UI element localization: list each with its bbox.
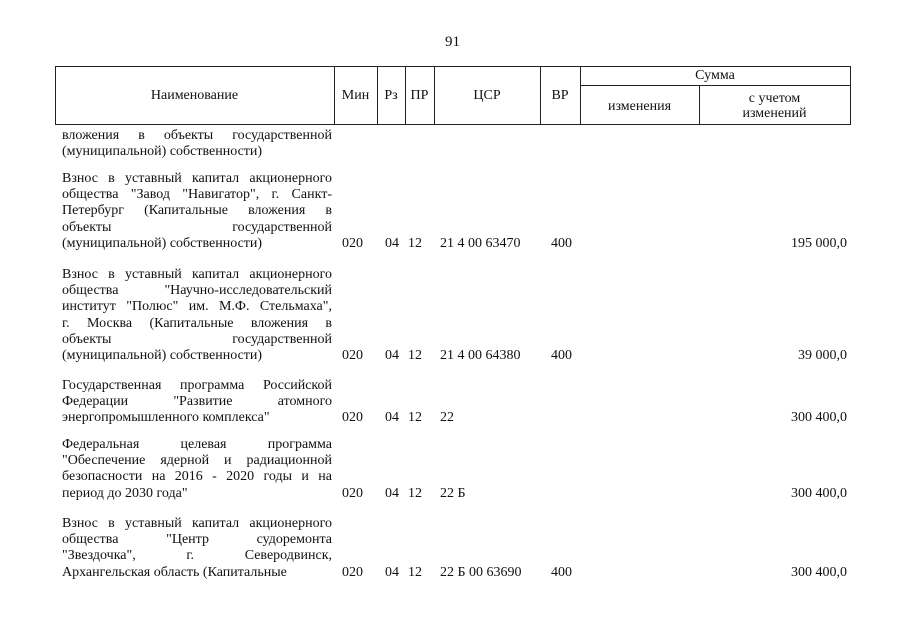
row-sum: 300 400,0: [791, 485, 847, 501]
row-name-line: Архангельская область (Капитальные: [62, 564, 287, 580]
row-vr: 400: [551, 235, 572, 251]
row-name-line: Взнос в уставный капитал акционерного: [62, 516, 332, 531]
row-name: [62, 267, 332, 364]
row-name-line: объекты государственной: [62, 219, 332, 235]
row-name: [62, 437, 332, 502]
row-sum: 300 400,0: [791, 564, 847, 580]
row-vr: 400: [551, 564, 572, 580]
row-name-line: Федерации "Развитие атомного: [62, 394, 332, 410]
row-rz: 04: [385, 485, 399, 501]
table-header: [55, 66, 851, 126]
row-name: [62, 516, 332, 581]
page-number: 91: [445, 34, 460, 50]
row-min: 020: [342, 410, 363, 426]
row-name-line: институт "Полюс" им. М.Ф. Стельмаха",: [62, 299, 332, 315]
row-rz: 04: [385, 564, 399, 580]
row-min: 020: [342, 348, 363, 363]
row-pr: 12: [408, 485, 422, 501]
row-rz: 04: [385, 348, 399, 363]
row-name-line: общества "Центр судоремонта: [62, 532, 332, 548]
row-name: [62, 171, 332, 252]
row-csr: 22: [440, 410, 454, 426]
row-name-line: общества "Завод "Навигатор", г. Санкт-: [62, 187, 332, 203]
row-name-line: Государственная программа Российской: [62, 378, 332, 393]
row-pr: 12: [408, 348, 422, 363]
header-vr: ВР: [551, 88, 569, 103]
header-with-changes: с учетом изменений: [742, 91, 807, 121]
header-csr: ЦСР: [473, 88, 501, 103]
row-name-line: объекты государственной: [62, 331, 332, 347]
header-rz: Рз: [384, 88, 398, 103]
row-name-line: период до 2030 года": [62, 485, 188, 501]
row-csr: 22 Б 00 63690: [440, 564, 522, 580]
header-name: Наименование: [150, 88, 239, 103]
row-name-line: вложения в объекты государственной: [62, 128, 332, 143]
row-name-line: общества "Научно-исследовательский: [62, 283, 332, 299]
row-pr: 12: [408, 235, 422, 251]
row-sum: 300 400,0: [791, 410, 847, 426]
row-sum: 195 000,0: [791, 235, 847, 251]
row-name-line: г. Москва (Капитальные вложения в: [62, 315, 332, 331]
header-divider: [580, 85, 850, 86]
row-min: 020: [342, 564, 363, 580]
row-csr: 22 Б: [440, 485, 466, 501]
row-csr: 21 4 00 64380: [440, 348, 521, 363]
row-min: 020: [342, 235, 363, 251]
row-name-line: (муниципальной) собственности): [62, 348, 263, 364]
row-name-line: Взнос в уставный капитал акционерного: [62, 267, 332, 282]
row-name-line: безопасности на 2016 - 2020 годы и на: [62, 469, 332, 485]
header-pr: ПР: [410, 88, 429, 103]
row-rz: 04: [385, 410, 399, 426]
row-rz: 04: [385, 235, 399, 251]
row-name-line: энергопромышленного комплекса": [62, 410, 270, 426]
row-name-line: "Обеспечение ядерной и радиационной: [62, 453, 332, 469]
row-name: [62, 128, 332, 160]
row-csr: 21 4 00 63470: [440, 235, 521, 251]
row-name: [62, 378, 332, 427]
header-sum: Сумма: [695, 68, 735, 83]
row-name-line: Взнос в уставный капитал акционерного: [62, 171, 332, 186]
row-sum: 39 000,0: [798, 348, 847, 363]
row-name-line: (муниципальной) собственности): [62, 235, 263, 251]
row-name-line: "Звездочка", г. Северодвинск,: [62, 548, 332, 564]
row-pr: 12: [408, 410, 422, 426]
row-name-line: Петербург (Капитальные вложения в: [62, 203, 332, 219]
header-min: Мин: [341, 88, 370, 103]
row-vr: 400: [551, 348, 572, 363]
header-changes: изменения: [607, 99, 672, 114]
row-name-line: (муниципальной) собственности): [62, 144, 263, 160]
row-min: 020: [342, 485, 363, 501]
row-pr: 12: [408, 564, 422, 580]
row-name-line: Федеральная целевая программа: [62, 437, 332, 452]
